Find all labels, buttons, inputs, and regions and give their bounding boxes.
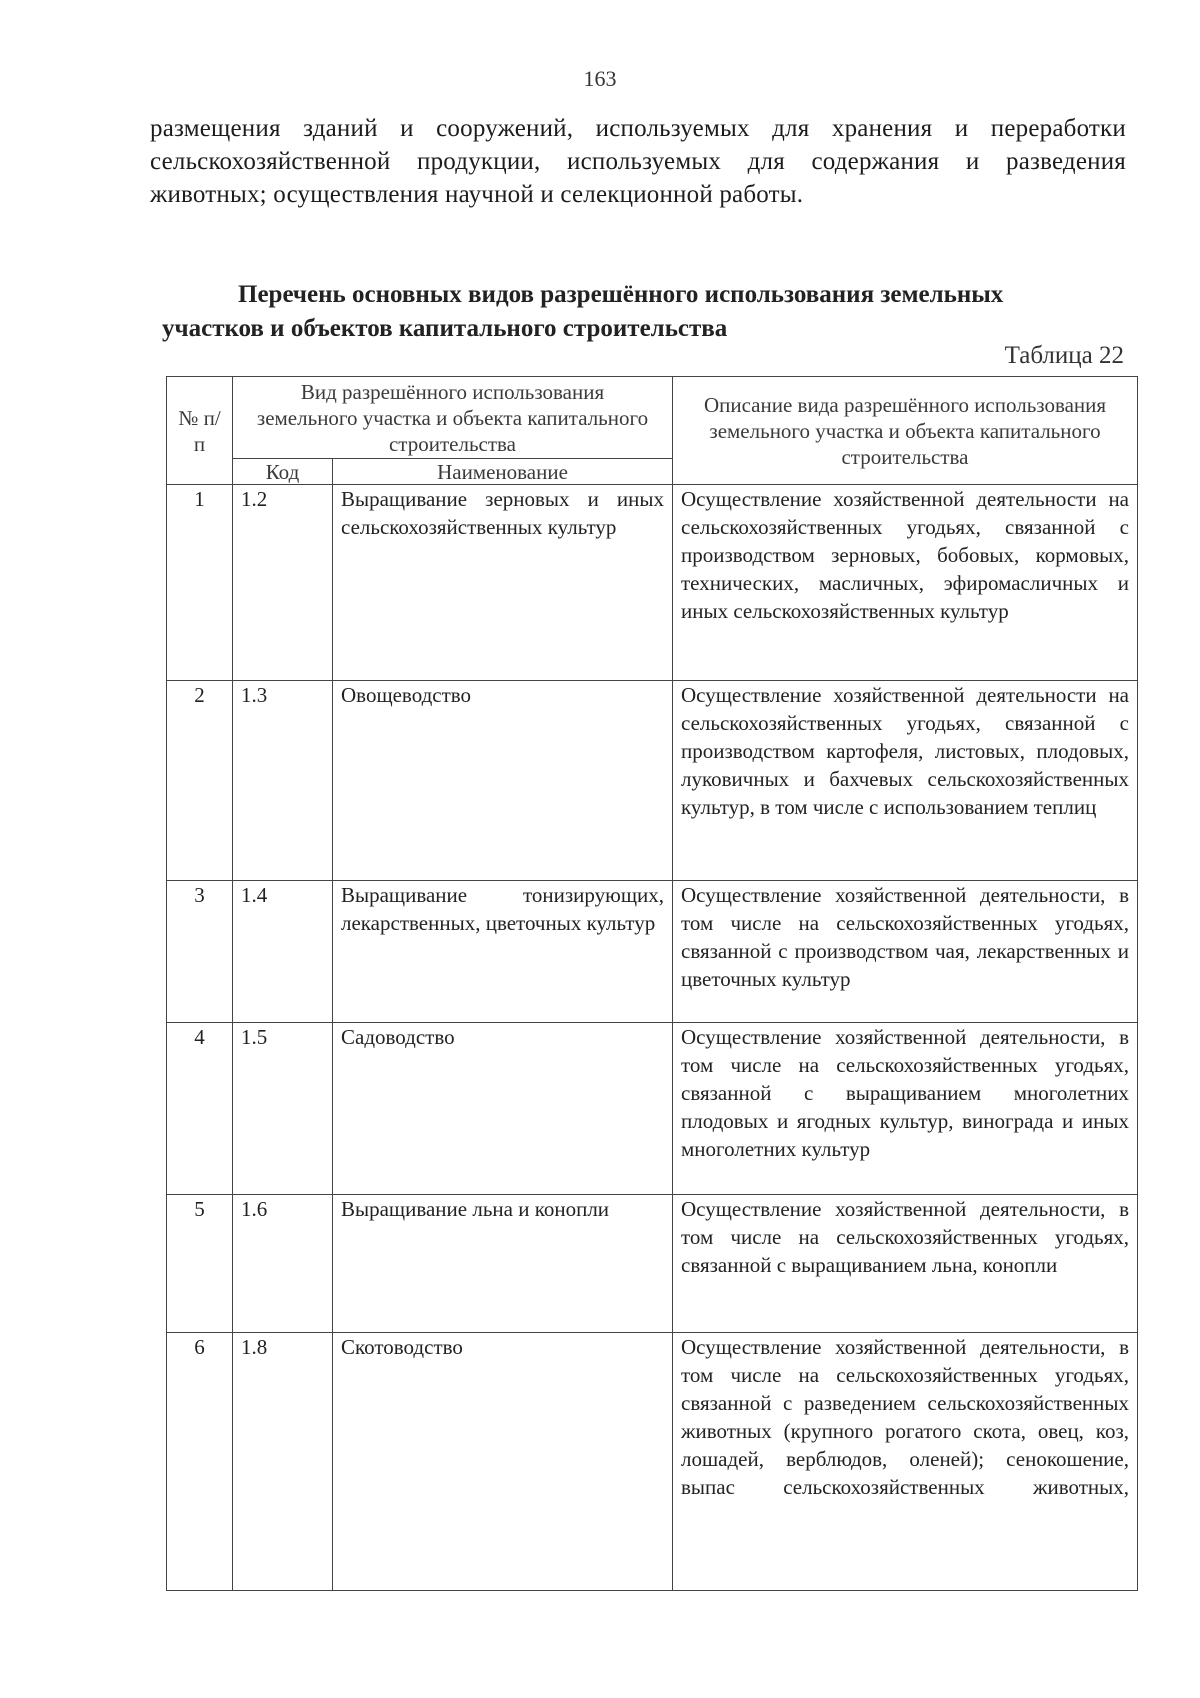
row-name: Садоводство [333,1023,673,1195]
row-name: Выращивание зерновых и иных сельскохозяйственных культур [333,485,673,681]
table-heading-line-1: Перечень основных видов разрешённого использования земельных [238,281,1004,308]
table-heading [162,278,1122,346]
row-number: 5 [167,1195,233,1333]
row-name: Выращивание тонизирующих, лекарственных, цветочных культур [333,881,673,1023]
row-code: 1.4 [233,881,333,1023]
row-number: 3 [167,881,233,1023]
row-code: 1.8 [233,1333,333,1591]
row-name: Выращивание льна и конопли [333,1195,673,1333]
header-use-type: Вид разрешённого использования земельного участка и объекта капитального строительства [233,377,673,459]
table-row [167,1023,1138,1195]
row-code: 1.2 [233,485,333,681]
table-row [167,1333,1138,1591]
row-description: Осуществление хозяйственной деятельности на сельскохозяйственных угодьях, связанной с производством зерновых, бобовых, кормовых, технических, масличных, эфиромасличных и иных сельскохозяйственных культур [673,485,1138,681]
table-row [167,1195,1138,1333]
row-name: Овощеводство [333,681,673,881]
page-number: 163 [583,66,617,91]
row-number: 1 [167,485,233,681]
row-number: 6 [167,1333,233,1591]
header-num: № п/п [167,377,233,485]
row-description: Осуществление хозяйственной деятельности на сельскохозяйственных угодьях, связанной с производством картофеля, листовых, плодовых, луковичных и бахчевых сельскохозяйственных культур, в том числе с использованием теплиц [673,681,1138,881]
row-description: Осуществление хозяйственной деятельности, в том числе на сельскохозяйственных угодьях, связанной с разведением сельскохозяйственных животных (крупного рогатого скота, овец, коз, лошадей, верблюдов, оленей); сенокошение, выпас сельскохозяйственных животных, [673,1333,1138,1591]
row-description: Осуществление хозяйственной деятельности, в том числе на сельскохозяйственных угодьях, связанной с производством чая, лекарственных и цветочных культур [673,881,1138,1023]
header-code: Код [233,459,333,485]
table-row [167,681,1138,881]
row-code: 1.6 [233,1195,333,1333]
table-heading-line-2: участков и объектов капитального строительства [162,315,728,342]
row-code: 1.5 [233,1023,333,1195]
header-name: Наименование [333,459,673,485]
table-row [167,485,1138,681]
row-code: 1.3 [233,681,333,881]
intro-paragraph: размещения зданий и сооружений, используемых для хранения и переработки сельскохозяйственной продукции, используемых для содержания и разведения животных; осуществления научной и селекционной работы. [150,115,1126,208]
header-description: Описание вида разрешённого использования земельного участка и объекта капитального строительства [673,377,1138,485]
row-description: Осуществление хозяйственной деятельности, в том числе на сельскохозяйственных угодьях, связанной с выращиванием льна, конопли [673,1195,1138,1333]
row-number: 2 [167,681,233,881]
table-row [167,881,1138,1023]
row-name: Скотоводство [333,1333,673,1591]
land-use-table [166,376,1138,1591]
table-label: Таблица 22 [1004,342,1124,369]
row-description: Осуществление хозяйственной деятельности, в том числе на сельскохозяйственных угодьях, связанной с выращиванием многолетних плодовых и ягодных культур, винограда и иных многолетних культур [673,1023,1138,1195]
row-number: 4 [167,1023,233,1195]
